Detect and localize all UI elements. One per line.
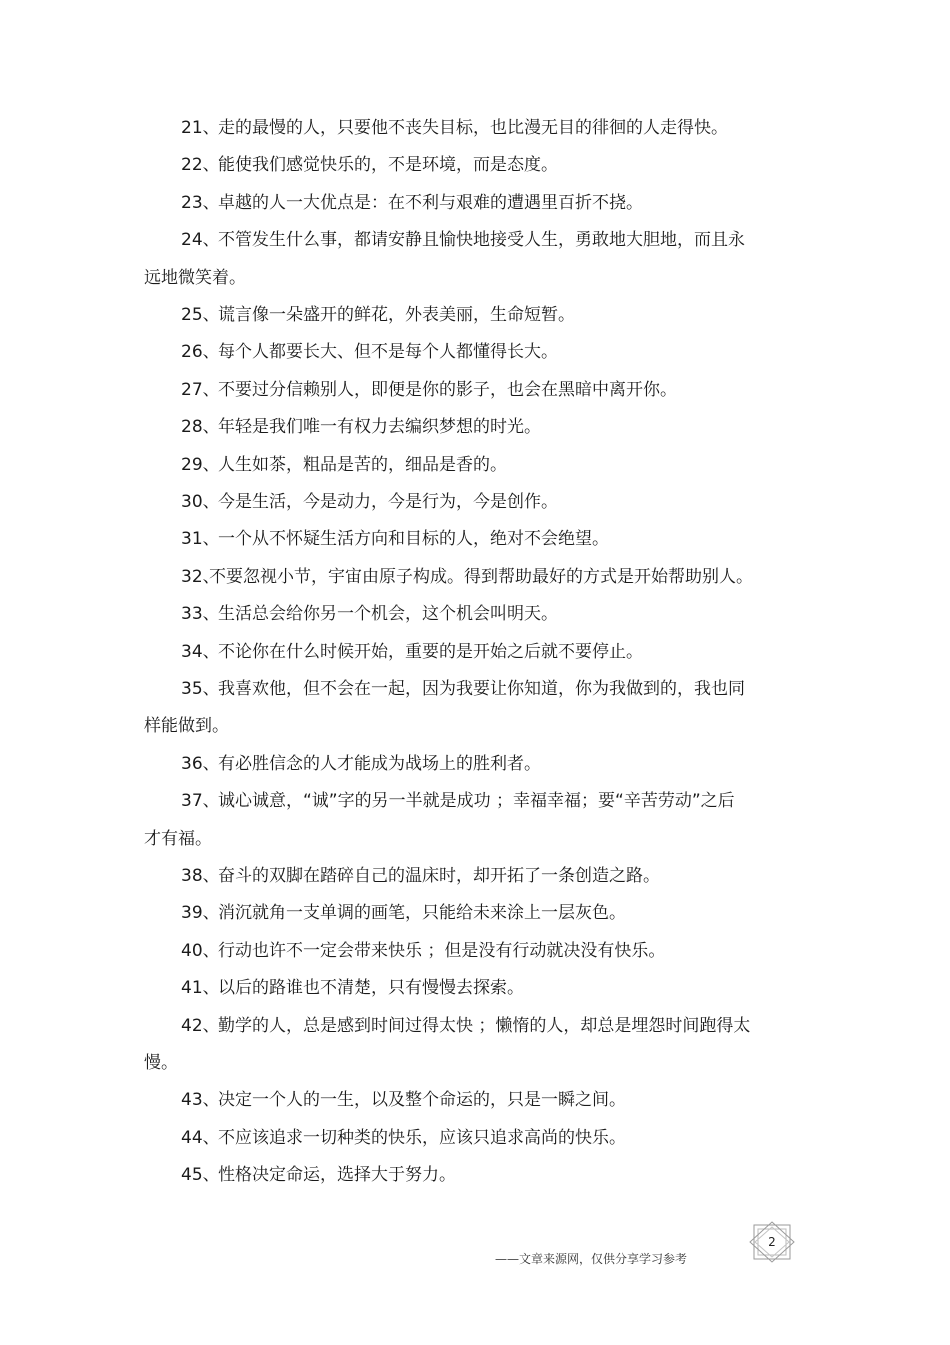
quote-number: 38、 [181,866,220,886]
quote-text: 奋斗的双脚在踏碎自己的温床时，却开拓了一条创造之路。 [218,866,660,886]
quote-text: 诚心诚意，“诚”字的另一半就是成功 ；幸福幸福；要“辛苦劳动”之后 [218,791,735,811]
quote-text: 不论你在什么时候开始，重要的是开始之后就不要停止。 [218,642,643,662]
quote-text: 不应该追求一切种类的快乐，应该只追求高尚的快乐。 [218,1128,626,1148]
quote-number: 23、 [181,193,220,213]
quote-number: 30、 [181,492,220,512]
quote-text-continued: 远地微笑着。 [144,268,246,288]
quote-text: 能使我们感觉快乐的，不是环境，而是态度。 [218,155,558,175]
quote-number: 25、 [181,305,220,325]
quote-text-continued: 样能做到。 [144,716,229,736]
quote-text: 今是生活，今是动力，今是行为，今是创作。 [218,492,558,512]
quote-number: 37、 [181,791,220,811]
quote-number: 41、 [181,978,220,998]
quote-text: 我喜欢他，但不会在一起，因为我要让你知道，你为我做到的，我也同 [218,679,745,699]
quote-number: 24、 [181,230,220,250]
quote-number: 45、 [181,1165,220,1185]
quote-text: 一个从不怀疑生活方向和目标的人，绝对不会绝望。 [218,529,609,549]
page-number: 2 [768,1235,776,1249]
quote-text: 不管发生什么事，都请安静且愉快地接受人生，勇敢地大胆地，而且永 [218,230,745,250]
quote-number: 43、 [181,1090,220,1110]
quote-number: 40、 [181,941,220,961]
quote-number: 44、 [181,1128,220,1148]
quote-text: 消沉就角一支单调的画笔，只能给未来涂上一层灰色。 [218,903,626,923]
quote-number: 42、 [181,1016,220,1036]
quote-number: 34、 [181,642,220,662]
quote-text: 不要忽视小节，宇宙由原子构成。得到帮助最好的方式是开始帮助别人。 [209,567,753,587]
footer-source-note: ——文章来源网，仅供分享学习参考 [495,1252,688,1266]
quote-text: 有必胜信念的人才能成为战场上的胜利者。 [218,754,541,774]
quote-number: 33、 [181,604,220,624]
quote-number: 35、 [181,679,220,699]
quote-number: 28、 [181,417,220,437]
quote-text: 不要过分信赖别人，即便是你的影子，也会在黑暗中离开你。 [218,380,677,400]
quote-text: 行动也许不一定会带来快乐 ；但是没有行动就决没有快乐。 [218,941,666,961]
quote-number: 22、 [181,155,220,175]
quote-text: 走的最慢的人，只要他不丧失目标，也比漫无目的徘徊的人走得快。 [218,118,728,138]
quote-text: 年轻是我们唯一有权力去编织梦想的时光。 [218,417,541,437]
quote-number: 27、 [181,380,220,400]
quote-text: 以后的路谁也不清楚，只有慢慢去探索。 [218,978,524,998]
quote-number: 21、 [181,118,220,138]
quote-text: 性格决定命运，选择大于努力。 [218,1165,456,1185]
quote-text: 每个人都要长大、但不是每个人都懂得长大。 [218,342,558,362]
quote-text: 生活总会给你另一个机会，这个机会叫明天。 [218,604,558,624]
quote-number: 31、 [181,529,220,549]
quote-number: 32、 [181,567,220,587]
quote-text-continued: 慢。 [144,1053,178,1073]
quote-text: 人生如茶，粗品是苦的，细品是香的。 [218,455,507,475]
quote-text: 谎言像一朵盛开的鲜花，外表美丽，生命短暂。 [218,305,575,325]
quote-text-continued: 才有福。 [144,829,212,849]
quote-text: 勤学的人，总是感到时间过得太快 ；懒惰的人，却总是埋怨时间跑得太 [218,1016,751,1036]
quote-number: 39、 [181,903,220,923]
quote-number: 36、 [181,754,220,774]
quote-text: 卓越的人一大优点是：在不利与艰难的遭遇里百折不挠。 [218,193,643,213]
quote-number: 29、 [181,455,220,475]
quote-number: 26、 [181,342,220,362]
quote-text: 决定一个人的一生，以及整个命运的，只是一瞬之间。 [218,1090,626,1110]
